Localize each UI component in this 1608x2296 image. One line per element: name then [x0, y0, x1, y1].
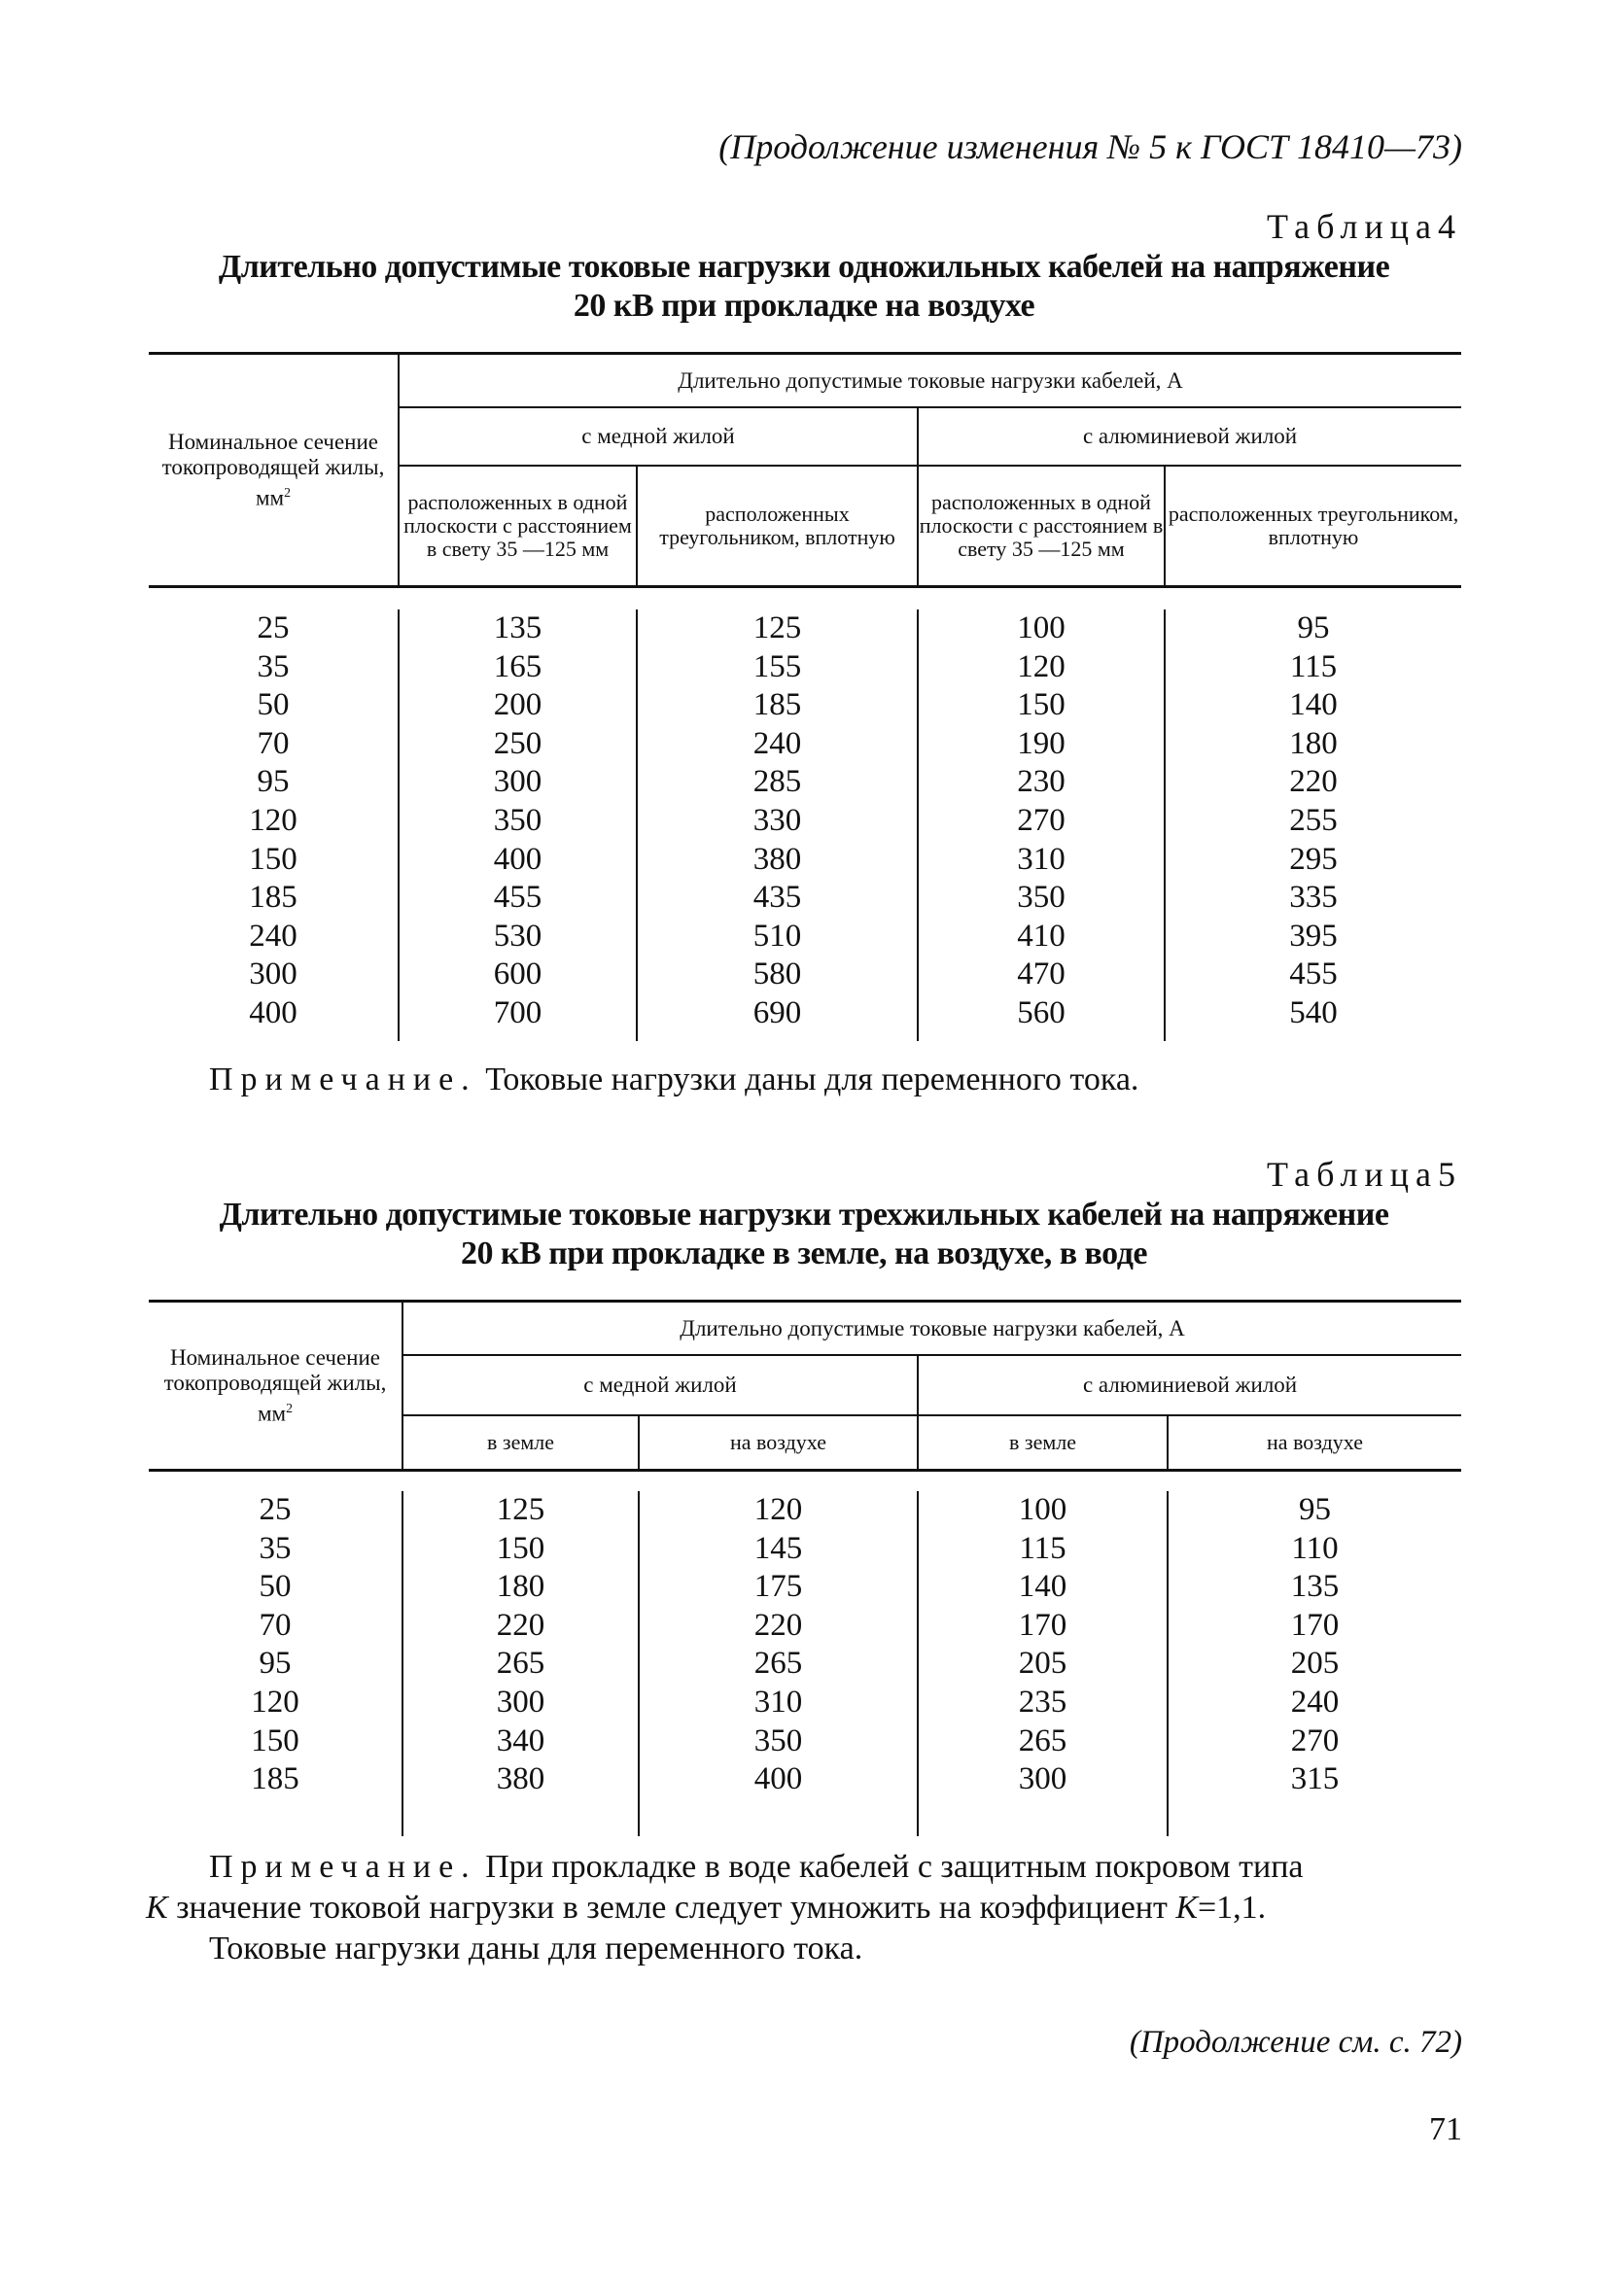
- table4-cell: 350: [918, 879, 1165, 918]
- table4-cell: 155: [637, 648, 918, 687]
- table4-cell: 380: [637, 841, 918, 880]
- table4-cell: 95: [257, 764, 290, 800]
- table5-cell: 310: [639, 1684, 918, 1722]
- table4-row: [149, 841, 1461, 880]
- table5-cell: 95: [1168, 1491, 1461, 1530]
- table5-group-header: Длительно допустимые токовые нагрузки кабелей, А: [402, 1302, 1461, 1356]
- table5-cell: 170: [1168, 1607, 1461, 1646]
- table4-group-header: Длительно допустимые токовые нагрузки кабелей, А: [399, 354, 1461, 408]
- table4-cell: 700: [399, 994, 637, 1033]
- table5-cell: 315: [1168, 1760, 1461, 1799]
- table4-row: [149, 879, 1461, 918]
- table5-cell: 50: [259, 1569, 292, 1605]
- table4-sub-flat-aluminum: расположенных в одной плоскости с расстоянием в свету 35 —125 мм: [918, 466, 1165, 587]
- table5-note-text-c: =1,1.: [1197, 1890, 1267, 1926]
- table5-note-k2: К: [1175, 1890, 1198, 1926]
- table4-cell: 350: [399, 802, 637, 841]
- table5-aluminum-header: с алюминиевой жилой: [918, 1355, 1461, 1415]
- table5-label: Таблица5: [1267, 1155, 1462, 1194]
- table5-row: [149, 1684, 1461, 1722]
- table4-cell: 150: [249, 841, 297, 877]
- table5-cell: 300: [918, 1760, 1168, 1799]
- table4-cell: 140: [1165, 686, 1461, 725]
- table4-body: [149, 609, 1461, 1033]
- table4-cell: 470: [918, 956, 1165, 994]
- table5-cell: 265: [918, 1722, 1168, 1761]
- table5-cell: 205: [918, 1645, 1168, 1684]
- table4-row: [149, 918, 1461, 957]
- table5-cell: 25: [259, 1492, 292, 1527]
- table5-cell: 265: [639, 1645, 918, 1684]
- table4-cell: 295: [1165, 841, 1461, 880]
- table4-row: [149, 686, 1461, 725]
- table4-sub-tri-aluminum: расположенных треугольником, вплотную: [1165, 466, 1461, 587]
- table5-cell: 70: [259, 1607, 292, 1643]
- table4-title-line1: Длительно допустимые токовые нагрузки одножильных кабелей на напряжение: [218, 249, 1390, 285]
- table5-row: [149, 1491, 1461, 1530]
- table4-cell: 300: [249, 957, 297, 992]
- table5-note-word: Примечание.: [209, 1849, 477, 1885]
- table4-cell: 190: [918, 725, 1165, 764]
- table5-section-header: Номинальное сечение токопроводящей жилы, $мм^2$: [149, 1302, 402, 1471]
- table5-cell: 145: [639, 1530, 918, 1569]
- table4-row: [149, 648, 1461, 687]
- table4-spacer: [149, 587, 1461, 610]
- table4-cell: 220: [1165, 763, 1461, 802]
- table4-cell: 50: [257, 687, 290, 723]
- table5-cell: 135: [1168, 1568, 1461, 1607]
- table5-cell: 170: [918, 1607, 1168, 1646]
- table5-row: [149, 1722, 1461, 1761]
- table4-cell: 70: [257, 725, 290, 761]
- table4-cell: 540: [1165, 994, 1461, 1033]
- table4-row: [149, 994, 1461, 1033]
- table4-aluminum-header: с алюминиевой жилой: [918, 407, 1461, 466]
- table5-spacer: [149, 1471, 1461, 1492]
- table4-label: Таблица4: [1267, 207, 1462, 246]
- table5-title-line2: 20 кВ при прокладке в земле, на воздухе, в воде: [460, 1235, 1147, 1271]
- table4-cell: 165: [399, 648, 637, 687]
- table4-cell: 600: [399, 956, 637, 994]
- table4-cell: 270: [918, 802, 1165, 841]
- table5-note-k1: К: [146, 1890, 168, 1926]
- table4-cell: 230: [918, 763, 1165, 802]
- table5-row: [149, 1645, 1461, 1684]
- table5-row: [149, 1568, 1461, 1607]
- table4-cell: 400: [399, 841, 637, 880]
- table4-sub-tri-copper: расположенных треугольником, вплотную: [637, 466, 918, 587]
- table5-cell: 125: [402, 1491, 639, 1530]
- table5-sub-ground-aluminum: в земле: [918, 1415, 1168, 1471]
- table4-row: [149, 802, 1461, 841]
- table4-note-text: Токовые нагрузки даны для переменного тока.: [476, 1061, 1139, 1097]
- table5-cell: 120: [639, 1491, 918, 1530]
- table4-section-header: Номинальное сечение токопроводящей жилы, $мм^2$: [149, 354, 399, 587]
- table4-cell: 120: [249, 802, 297, 838]
- table5-cell: 175: [639, 1568, 918, 1607]
- table4-cell: 400: [249, 994, 297, 1030]
- table5-note-text-2: Токовые нагрузки даны для переменного тока.: [209, 1931, 863, 1966]
- table4-cell: 25: [257, 610, 290, 645]
- table4-row: [149, 725, 1461, 764]
- table5-note: [146, 1847, 1473, 1969]
- table5-cell: 150: [251, 1722, 299, 1758]
- table4-cell: 135: [399, 609, 637, 648]
- table4-cell: 150: [918, 686, 1165, 725]
- table4-cell: 125: [637, 609, 918, 648]
- table5-cell: 300: [402, 1684, 639, 1722]
- table5-row: [149, 1760, 1461, 1799]
- page-number: 71: [1429, 2111, 1462, 2147]
- table4-cell: 300: [399, 763, 637, 802]
- table5-cell: 140: [918, 1568, 1168, 1607]
- table4-cell: 285: [637, 763, 918, 802]
- table5-sub-air-aluminum: на воздухе: [1168, 1415, 1461, 1471]
- table5-cell: 220: [402, 1607, 639, 1646]
- table5-copper-header: с медной жилой: [402, 1355, 918, 1415]
- table5-cell: 95: [259, 1646, 292, 1682]
- table4-cell: 95: [1165, 609, 1461, 648]
- table4-note: [209, 1060, 1473, 1100]
- table4-cell: 335: [1165, 879, 1461, 918]
- table4-cell: 185: [637, 686, 918, 725]
- table4-sub-flat-copper: расположенных в одной плоскости с расстоянием в свету 35 —125 мм: [399, 466, 637, 587]
- table4-cell: 510: [637, 918, 918, 957]
- table4-row: [149, 763, 1461, 802]
- table4-cell: 180: [1165, 725, 1461, 764]
- table5-cell: 240: [1168, 1684, 1461, 1722]
- table5-cell: 110: [1168, 1530, 1461, 1569]
- table4-cell: 395: [1165, 918, 1461, 957]
- table5-sub-ground-copper: в земле: [402, 1415, 639, 1471]
- table5-sub-air-copper: на воздухе: [639, 1415, 918, 1471]
- table4-cell: 690: [637, 994, 918, 1033]
- table5-cell: 400: [639, 1760, 918, 1799]
- table4-cell: 120: [918, 648, 1165, 687]
- table5-title-line1: Длительно допустимые токовые нагрузки трехжильных кабелей на напряжение: [219, 1197, 1389, 1233]
- table4-note-word: Примечание.: [209, 1061, 477, 1097]
- footer-note: (Продолжение см. с. 72): [1129, 2025, 1462, 2060]
- table5-row: [149, 1530, 1461, 1569]
- table4-cell: 560: [918, 994, 1165, 1033]
- table5-cell: 380: [402, 1760, 639, 1799]
- table4-title-line2: 20 кВ при прокладке на воздухе: [573, 288, 1035, 324]
- table4-cell: 455: [1165, 956, 1461, 994]
- header-note: (Продолжение изменения № 5 к ГОСТ 18410—73): [718, 127, 1462, 166]
- table5-cell: 350: [639, 1722, 918, 1761]
- table4-cell: 255: [1165, 802, 1461, 841]
- table5-note-text-b: значение токовой нагрузки в земле следует умножить на коэффициент: [167, 1890, 1176, 1926]
- table5-title: [146, 1196, 1462, 1273]
- table4-cell: 240: [249, 918, 297, 954]
- table4-cell: 580: [637, 956, 918, 994]
- table4-cell: 35: [257, 648, 290, 684]
- table4-copper-header: с медной жилой: [399, 407, 918, 466]
- table5-cell: 120: [251, 1684, 299, 1720]
- table5-cell: 180: [402, 1568, 639, 1607]
- table4: [149, 352, 1461, 1041]
- table4-cell: 100: [918, 609, 1165, 648]
- table5-cell: 100: [918, 1491, 1168, 1530]
- table4-cell: 435: [637, 879, 918, 918]
- table4-cell: 330: [637, 802, 918, 841]
- table5-body: [149, 1491, 1461, 1799]
- table4-cell: 115: [1165, 648, 1461, 687]
- table5-cell: 340: [402, 1722, 639, 1761]
- table5-cell: 220: [639, 1607, 918, 1646]
- table5-cell: 150: [402, 1530, 639, 1569]
- table5: [149, 1300, 1461, 1836]
- table4-cell: 240: [637, 725, 918, 764]
- table4-cell: 455: [399, 879, 637, 918]
- table4-cell: 185: [249, 880, 297, 916]
- table4-row: [149, 609, 1461, 648]
- table5-cell: 115: [918, 1530, 1168, 1569]
- table5-cell: 205: [1168, 1645, 1461, 1684]
- table5-cell: 35: [259, 1530, 292, 1566]
- table5-cell: 265: [402, 1645, 639, 1684]
- table5-cell: 235: [918, 1684, 1168, 1722]
- table5-cell: 270: [1168, 1722, 1461, 1761]
- table4-row: [149, 956, 1461, 994]
- table4-cell: 410: [918, 918, 1165, 957]
- table5-cell: 185: [251, 1761, 299, 1797]
- table5-row: [149, 1607, 1461, 1646]
- table4-cell: 310: [918, 841, 1165, 880]
- table4-title: [146, 248, 1462, 326]
- table4-cell: 250: [399, 725, 637, 764]
- table4-cell: 530: [399, 918, 637, 957]
- table5-note-text-a: При прокладке в воде кабелей с защитным покровом типа: [476, 1849, 1304, 1885]
- table4-cell: 200: [399, 686, 637, 725]
